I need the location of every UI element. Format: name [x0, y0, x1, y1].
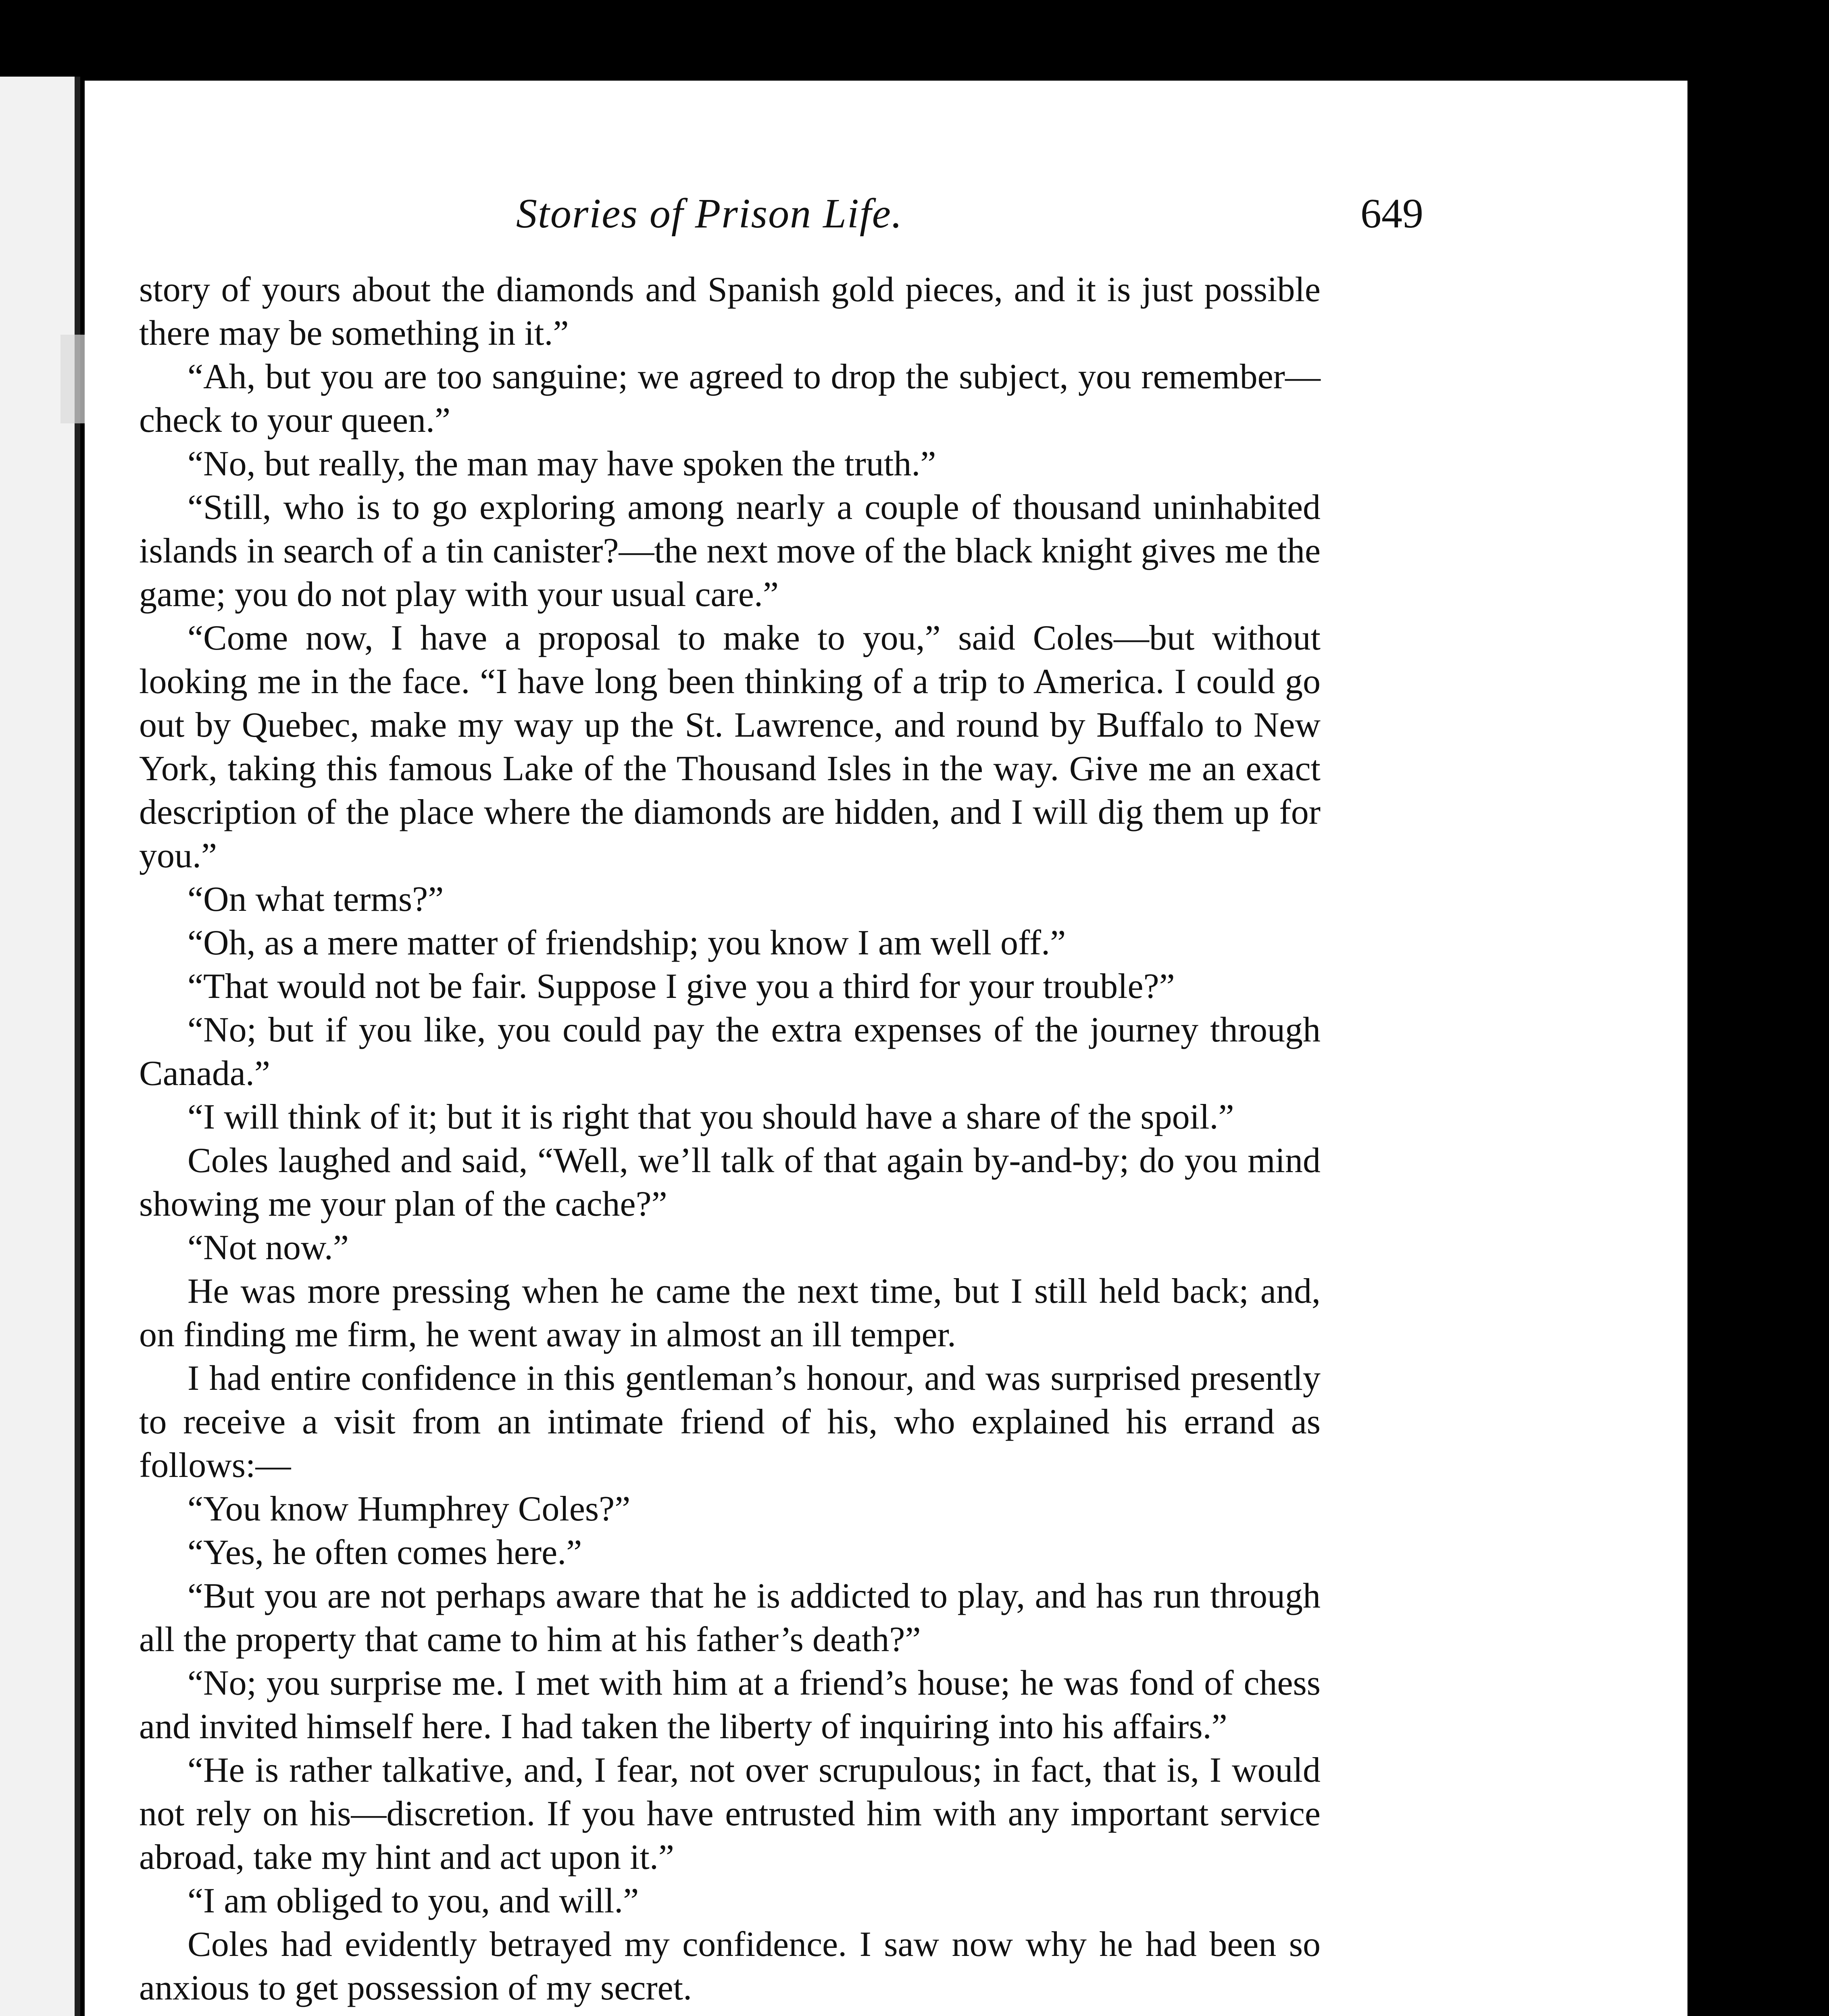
paragraph: Coles laughed and said, “Well, we’ll talk of that again by-and-by; do you mind showing me your plan of the cache?”	[139, 1141, 1321, 1224]
paragraph: “I will think of it; but it is right that you should have a share of the spoil.”	[187, 1098, 1234, 1137]
facing-page-edge	[0, 77, 80, 2016]
paragraph: Coles had evidently betrayed my confidence. I saw now why he had been so anxious to get possession of my secret.	[139, 1925, 1321, 2008]
paragraph: “But you are not perhaps aware that he is addicted to play, and has run through all the property that came to him at his father’s death?”	[139, 1577, 1321, 1659]
paragraph: He was more pressing when he came the next time, but I still held back; and, on finding me firm, he went away in almost an ill temper.	[139, 1272, 1321, 1354]
body-text	[139, 268, 1321, 2010]
paragraph: “You know Humphrey Coles?”	[187, 1489, 631, 1529]
running-title: Stories of Prison Life.	[516, 190, 903, 237]
paragraph: story of yours about the diamonds and Spanish gold pieces, and it is just possible there may be something in it.”	[139, 270, 1321, 353]
paragraph: “Oh, as a mere matter of friendship; you know I am well off.”	[187, 923, 1066, 962]
running-head	[516, 177, 1423, 258]
paragraph: “Ah, but you are too sanguine; we agreed to drop the subject, you remember—check to your queen.”	[139, 357, 1321, 440]
paragraph: I had entire confidence in this gentleman’s honour, and was surprised presently to receive a visit from an intimate friend of his, who explained his errand as follows:—	[139, 1359, 1321, 1485]
paragraph: “Come now, I have a proposal to make to you,” said Coles—but without looking me in the face. “I have long been thinking of a trip to America. I could go out by Quebec, make my way up the St. Lawrence, and round by Buffalo to New York, taking this famous Lake of the Thousand Isles in the way. Give me an exact description of the place where the diamonds are hidden, and I will dig them up for you.”	[139, 619, 1321, 875]
paragraph: “That would not be fair. Suppose I give you a third for your trouble?”	[187, 967, 1175, 1006]
paragraph: “No; but if you like, you could pay the extra expenses of the journey through Canada.”	[139, 1010, 1321, 1093]
paragraph: “No; you surprise me. I met with him at a friend’s house; he was fond of chess and invited himself here. I had taken the liberty of inquiring into his affairs.”	[139, 1664, 1321, 1746]
paragraph: “No, but really, the man may have spoken the truth.”	[187, 444, 936, 483]
paragraph: “Yes, he often comes here.”	[187, 1533, 582, 1572]
paragraph: “On what terms?”	[187, 880, 444, 919]
paragraph: “I am obliged to you, and will.”	[187, 1881, 639, 1920]
page-number: 649	[1360, 190, 1423, 237]
paragraph: “Still, who is to go exploring among nearly a couple of thousand uninhabited islands in search of a tin canister?—the next move of the black knight gives me the game; you do not play with your usual care.”	[139, 488, 1321, 614]
paragraph: “He is rather talkative, and, I fear, not over scrupulous; in fact, that is, I would not rely on his—discretion. If you have entrusted him with any important service abroad, take my hint and act upon it.”	[139, 1751, 1321, 1877]
paragraph: “Not now.”	[187, 1228, 349, 1267]
